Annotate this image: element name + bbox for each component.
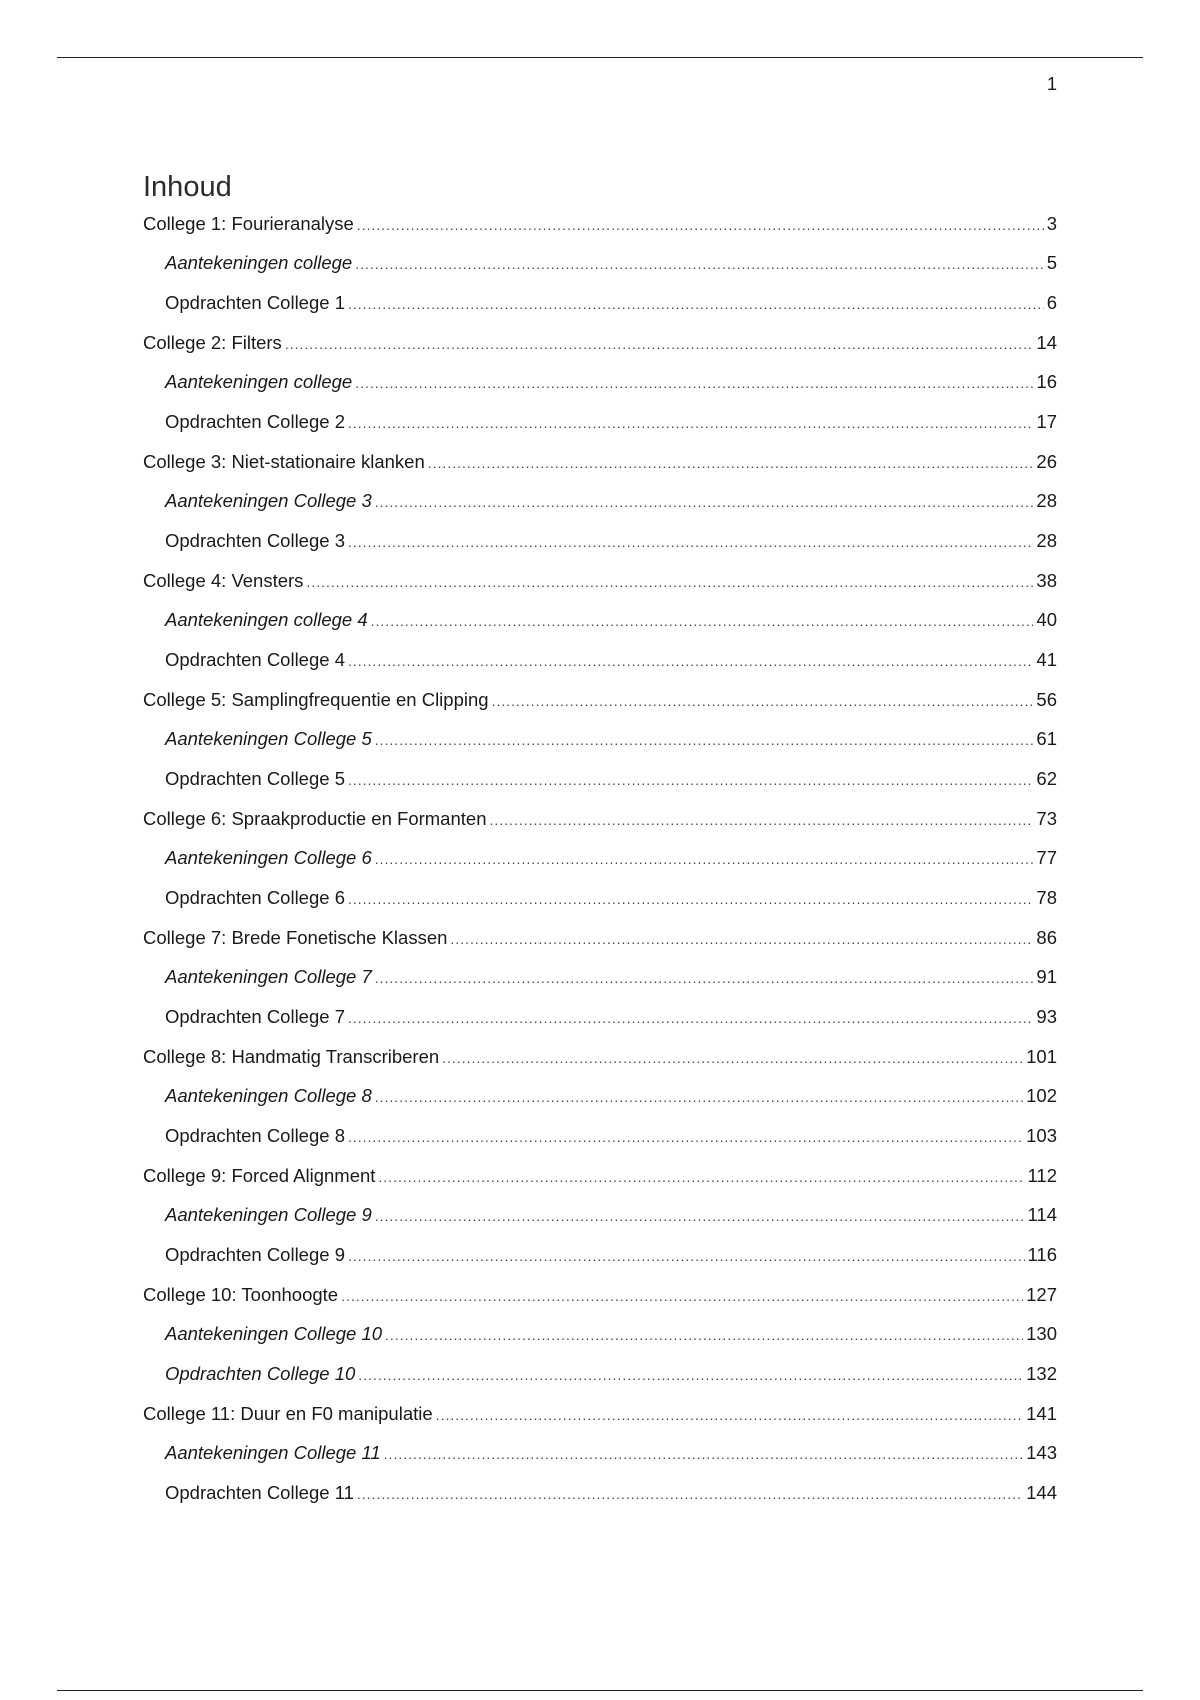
toc-dot-leader: [355, 244, 1043, 284]
page-number: 1: [1046, 74, 1057, 94]
toc-entry-label: Aantekeningen College 8: [165, 1085, 372, 1106]
toc-entry-label: Aantekeningen college 4: [165, 609, 368, 630]
toc-entry-page-number: 14: [1036, 332, 1057, 353]
toc-entry-label: College 8: Handmatig Transcriberen: [143, 1046, 440, 1067]
toc-entry-chapter[interactable]: [143, 680, 1057, 719]
header-rule: [57, 57, 1143, 58]
toc-entry-chapter[interactable]: [143, 918, 1057, 957]
toc-entry-page-number: 93: [1036, 1006, 1057, 1027]
toc-dot-leader: [385, 1315, 1023, 1355]
toc-dot-leader: [357, 206, 1044, 245]
toc-entry-chapter[interactable]: [143, 1037, 1057, 1076]
toc-entry-subsection[interactable]: [143, 640, 1057, 680]
toc-entry-subsection[interactable]: [143, 1195, 1057, 1235]
toc-dot-leader: [436, 1396, 1023, 1435]
toc-entry-page-number: 16: [1036, 371, 1057, 392]
toc-dot-leader: [375, 482, 1034, 522]
toc-entry-label: Opdrachten College 11: [165, 1482, 354, 1503]
toc-dot-leader: [489, 801, 1033, 840]
toc-entry-page-number: 141: [1026, 1403, 1057, 1424]
toc-dot-leader: [348, 1236, 1025, 1276]
toc-entry-page-number: 28: [1036, 490, 1057, 511]
toc-entry-label: College 7: Brede Fonetische Klassen: [143, 927, 448, 948]
table-of-contents: [143, 204, 1057, 1513]
toc-entry-page-number: 102: [1026, 1085, 1057, 1106]
toc-dot-leader: [371, 601, 1034, 641]
toc-entry-subsection[interactable]: [143, 957, 1057, 997]
footer-rule: [57, 1690, 1143, 1691]
toc-entry-page-number: 132: [1026, 1363, 1057, 1384]
toc-entry-label: Opdrachten College 6: [165, 887, 345, 908]
toc-entry-page-number: 103: [1026, 1125, 1057, 1146]
toc-entry-page-number: 73: [1036, 808, 1057, 829]
toc-entry-label: Aantekeningen College 9: [165, 1204, 372, 1225]
toc-entry-subsection[interactable]: [143, 878, 1057, 918]
toc-dot-leader: [384, 1434, 1023, 1474]
toc-entry-label: College 2: Filters: [143, 332, 282, 353]
toc-dot-leader: [450, 920, 1033, 959]
toc-entry-page-number: 5: [1046, 252, 1057, 273]
toc-dot-leader: [492, 682, 1034, 721]
toc-entry-page-number: 61: [1036, 728, 1057, 749]
toc-dot-leader: [341, 1277, 1023, 1316]
toc-entry-subsection[interactable]: [143, 362, 1057, 402]
toc-dot-leader: [348, 760, 1033, 800]
toc-dot-leader: [375, 1077, 1023, 1117]
toc-dot-leader: [348, 403, 1033, 443]
toc-entry-label: College 5: Samplingfrequentie en Clipping: [143, 689, 489, 710]
toc-entry-page-number: 86: [1036, 927, 1057, 948]
toc-entry-label: College 9: Forced Alignment: [143, 1165, 376, 1186]
toc-entry-subsection[interactable]: [143, 481, 1057, 521]
toc-entry-chapter[interactable]: [143, 442, 1057, 481]
toc-entry-label: Opdrachten College 7: [165, 1006, 345, 1027]
toc-entry-label: Opdrachten College 4: [165, 649, 345, 670]
toc-entry-page-number: 91: [1036, 966, 1057, 987]
toc-entry-subsection[interactable]: [143, 719, 1057, 759]
toc-entry-subsection[interactable]: [143, 402, 1057, 442]
toc-entry-label: Opdrachten College 2: [165, 411, 345, 432]
toc-entry-page-number: 26: [1036, 451, 1057, 472]
toc-entry-subsection[interactable]: [143, 838, 1057, 878]
toc-entry-label: College 3: Niet-stationaire klanken: [143, 451, 425, 472]
toc-entry-chapter[interactable]: [143, 1394, 1057, 1433]
toc-entry-label: Opdrachten College 3: [165, 530, 345, 551]
toc-dot-leader: [375, 958, 1034, 998]
toc-entry-page-number: 130: [1026, 1323, 1057, 1344]
toc-entry-subsection[interactable]: [143, 1473, 1057, 1513]
toc-entry-label: Aantekeningen College 6: [165, 847, 372, 868]
toc-dot-leader: [285, 325, 1034, 364]
toc-entry-page-number: 62: [1036, 768, 1057, 789]
toc-entry-label: Aantekeningen College 7: [165, 966, 372, 987]
toc-entry-chapter[interactable]: [143, 799, 1057, 838]
toc-dot-leader: [375, 839, 1034, 879]
toc-entry-page-number: 127: [1026, 1284, 1057, 1305]
toc-entry-label: College 11: Duur en F0 manipulatie: [143, 1403, 433, 1424]
toc-entry-subsection[interactable]: [143, 997, 1057, 1037]
toc-dot-leader: [348, 879, 1033, 919]
toc-entry-label: Aantekeningen college: [165, 252, 353, 273]
toc-entry-label: College 4: Vensters: [143, 570, 304, 591]
toc-entry-chapter[interactable]: [143, 1275, 1057, 1314]
toc-entry-subsection[interactable]: [143, 1354, 1057, 1394]
toc-entry-page-number: 112: [1027, 1165, 1057, 1186]
toc-entry-chapter[interactable]: [143, 561, 1057, 600]
toc-entry-chapter[interactable]: [143, 204, 1057, 243]
toc-dot-leader: [428, 444, 1034, 483]
toc-dot-leader: [348, 641, 1033, 681]
toc-entry-label: Opdrachten College 5: [165, 768, 345, 789]
toc-entry-subsection[interactable]: [143, 1116, 1057, 1156]
toc-entry-label: College 10: Toonhoogte: [143, 1284, 339, 1305]
toc-entry-page-number: 116: [1027, 1244, 1057, 1265]
toc-entry-chapter[interactable]: [143, 1156, 1057, 1195]
toc-dot-leader: [348, 998, 1033, 1038]
toc-entry-page-number: 101: [1026, 1046, 1057, 1067]
toc-entry-subsection[interactable]: [143, 283, 1057, 323]
toc-entry-page-number: 3: [1046, 213, 1057, 234]
toc-entry-page-number: 38: [1036, 570, 1057, 591]
toc-entry-label: Opdrachten College 8: [165, 1125, 345, 1146]
toc-entry-page-number: 6: [1046, 292, 1057, 313]
toc-dot-leader: [375, 720, 1034, 760]
toc-dot-leader: [358, 1355, 1023, 1395]
toc-entry-label: Aantekeningen College 10: [165, 1323, 383, 1344]
toc-entry-subsection[interactable]: [143, 1235, 1057, 1275]
toc-entry-page-number: 143: [1026, 1442, 1057, 1463]
toc-dot-leader: [378, 1158, 1024, 1197]
toc-entry-label: College 6: Spraakproductie en Formanten: [143, 808, 487, 829]
toc-entry-page-number: 17: [1036, 411, 1057, 432]
toc-dot-leader: [348, 1117, 1023, 1157]
toc-entry-subsection[interactable]: [143, 1076, 1057, 1116]
toc-dot-leader: [442, 1039, 1023, 1078]
toc-dot-leader: [357, 1474, 1023, 1514]
toc-entry-label: Aantekeningen College 5: [165, 728, 372, 749]
toc-dot-leader: [355, 363, 1033, 403]
toc-entry-page-number: 28: [1036, 530, 1057, 551]
toc-entry-label: College 1: Fourieranalyse: [143, 213, 354, 234]
toc-entry-page-number: 144: [1026, 1482, 1057, 1503]
toc-entry-subsection[interactable]: [143, 521, 1057, 561]
toc-entry-label: Opdrachten College 9: [165, 1244, 345, 1265]
toc-entry-label: Aantekeningen college: [165, 371, 353, 392]
toc-entry-page-number: 41: [1036, 649, 1057, 670]
toc-entry-label: Aantekeningen College 11: [165, 1442, 381, 1463]
toc-entry-subsection[interactable]: [143, 1433, 1057, 1473]
toc-entry-chapter[interactable]: [143, 323, 1057, 362]
toc-entry-subsection[interactable]: [143, 1314, 1057, 1354]
toc-title: Inhoud: [143, 171, 232, 203]
toc-entry-subsection[interactable]: [143, 600, 1057, 640]
toc-entry-page-number: 40: [1036, 609, 1057, 630]
toc-dot-leader: [306, 563, 1033, 602]
toc-entry-page-number: 78: [1036, 887, 1057, 908]
toc-entry-label: Aantekeningen College 3: [165, 490, 372, 511]
toc-dot-leader: [375, 1196, 1025, 1236]
toc-dot-leader: [348, 522, 1033, 562]
toc-entry-label: Opdrachten College 10: [165, 1363, 356, 1384]
toc-entry-page-number: 56: [1036, 689, 1057, 710]
toc-entry-page-number: 77: [1036, 847, 1057, 868]
toc-entry-label: Opdrachten College 1: [165, 292, 345, 313]
toc-entry-subsection[interactable]: [143, 243, 1057, 283]
toc-entry-subsection[interactable]: [143, 759, 1057, 799]
toc-entry-page-number: 114: [1027, 1204, 1057, 1225]
toc-dot-leader: [348, 284, 1044, 324]
